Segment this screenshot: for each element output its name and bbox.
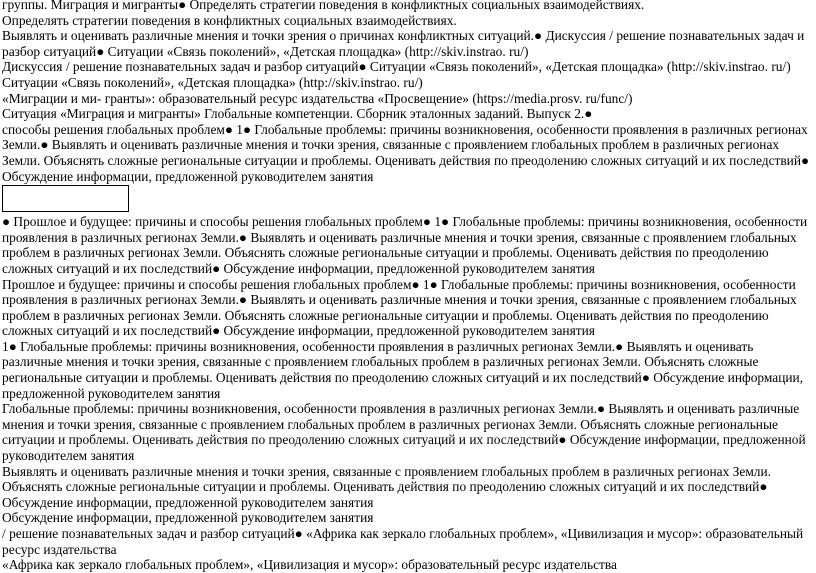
text-paragraph: Глобальные проблемы: причины возникновения, особенности проявления в различных регионах Земли.● Выявлять и оценивать различные мнения и точки зрения, связанные с проявлением глобальных проблем в различных регионах Земли. Объяснять сложные региональные ситуации и проблемы. Оценивать действия по преодолению сложных ситуаций и их последствий● Обсуждение информации, предложенной руководителем занятия <box>2 401 806 464</box>
text-paragraph: способы решения глобальных проблем● 1● Глобальные проблемы: причины возникновения, особенности проявления в различных регионах Земли.● Выявлять и оценивать различные мнения и точки зрения, связанные с проявлением глобальных проблем в различных регионах Земли. Объяснять сложные региональные ситуации и проблемы. Оценивать действия по преодолению сложных ситуаций и их последствий● Обсуждение информации, предложенной руководителем занятия <box>2 121 810 184</box>
text-paragraph: Ситуация «Миграция и мигранты» Глобальные компетенции. Сборник эталонных заданий. Выпуск 2.● <box>2 106 593 122</box>
text-paragraph: «Миграции и ми- гранты»: образовательный ресурс издательства «Просвещение» (https://media.prosv. ru/func/) <box>2 90 633 106</box>
text-paragraph: «Африка как зеркало глобальных проблем», «Цивилизация и мусор»: образовательный ресурс издательства <box>2 557 617 573</box>
text-paragraph: Выявлять и оценивать различные мнения и точки зрения о причинах конфликтных ситуаций.● Дискуссия / решение познавательных задач и разбор ситуаций● Ситуации «Связь поколений», «Детская площадка» (http://skiv.instrao. ru/) <box>2 28 805 59</box>
text-paragraph: 1● Глобальные проблемы: причины возникновения, особенности проявления в различных регионах Земли.● Выявлять и оценивать различные мнения и точки зрения, связанные с проявлением глобальных проблем в различных регионах Земли. Объяснять сложные региональные ситуации и проблемы. Оценивать действия по преодолению сложных ситуаций и их последствий● Обсуждение информации, предложенной руководителем занятия <box>2 338 804 401</box>
text-paragraph: Обсуждение информации, предложенной руководителем занятия <box>2 510 374 526</box>
text-paragraph: Ситуации «Связь поколений», «Детская площадка» (http://skiv.instrao. ru/) <box>2 74 423 90</box>
empty-box <box>2 185 129 212</box>
text-paragraph: Дискуссия / решение познавательных задач и разбор ситуаций● Ситуации «Связь поколений», «Детская площадка» (http://skiv.instrao. ru/) <box>2 59 791 75</box>
text-paragraph: Прошлое и будущее: причины и способы решения глобальных проблем● 1● Глобальные проблемы: причины возникновения, особенности проявления в различных регионах Земли.● Выявлять и оценивать различные мнения и точки зрения, связанные с проявлением глобальных проблем в различных регионах Земли. Объяснять сложные региональные ситуации и проблемы. Оценивать действия по преодолению сложных ситуаций и их последствий● Обсуждение информации, предложенной руководителем занятия <box>2 276 797 339</box>
text-paragraph: Определять стратегии поведения в конфликтных социальных взаимодействиях. <box>2 12 457 28</box>
text-paragraph: группы. Миграция и мигранты● Определять стратегии поведения в конфликтных социальных взаимодействиях. <box>2 0 645 12</box>
document-page <box>2 0 812 573</box>
text-paragraph: ● Прошлое и будущее: причины и способы решения глобальных проблем● 1● Глобальные проблемы: причины возникновения, особенности проявления в различных регионах Земли.● Выявлять и оценивать различные мнения и точки зрения, связанные с проявлением глобальных проблем в различных регионах Земли. Объяснять сложные региональные ситуации и проблемы. Оценивать действия по преодолению сложных ситуаций и их последствий● Обсуждение информации, предложенной руководителем занятия <box>2 214 808 276</box>
text-paragraph: Выявлять и оценивать различные мнения и точки зрения, связанные с проявлением глобальных проблем в различных регионах Земли. Объяснять сложные региональные ситуации и проблемы. Оценивать действия по преодолению сложных ситуаций и их последствий● Обсуждение информации, предложенной руководителем занятия <box>2 463 771 510</box>
text-paragraph: / решение познавательных задач и разбор ситуаций● «Африка как зеркало глобальных проблем», «Цивилизация и мусор»: образовательный ресурс издательства <box>2 526 804 557</box>
